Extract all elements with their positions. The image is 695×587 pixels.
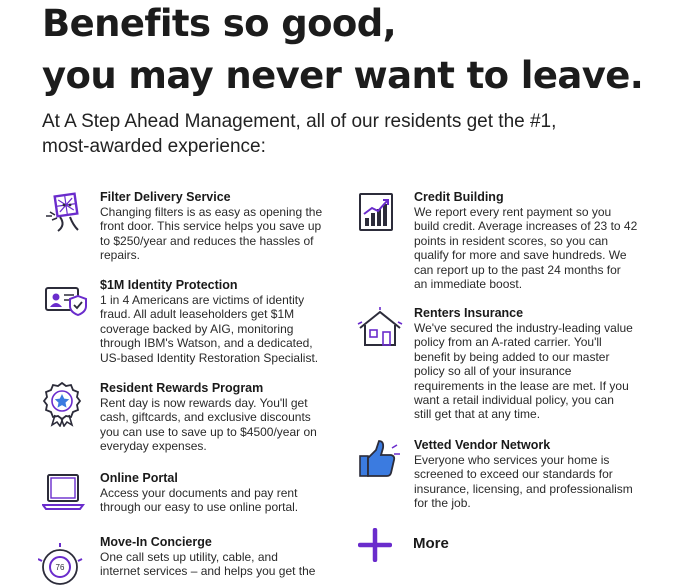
desc-line: can report up to the past 24 months for: [414, 262, 621, 277]
dial-number: 76: [55, 563, 65, 572]
intro-line-2: most-awarded experience:: [42, 136, 266, 157]
desc-line: benefit by being added to our master: [414, 349, 610, 364]
benefit-description: [414, 205, 694, 291]
desc-line: insurance, licensing, and professionalism: [414, 481, 633, 496]
desc-line: still get that at any time.: [414, 407, 541, 422]
desc-line: screened to exceed our standards for: [414, 467, 613, 482]
desc-line: through our easy to use online portal.: [100, 500, 299, 515]
desc-line: US-based Identity Restoration Specialist.: [100, 350, 319, 365]
house-icon: [356, 306, 406, 352]
desc-line: everyday expenses.: [100, 439, 207, 454]
desc-line: We report every rent payment so you: [414, 205, 612, 219]
desc-line: policy from an A-rated carrier. You'll: [414, 335, 602, 350]
desc-line: an immediate boost.: [414, 277, 523, 292]
thumbs-up-icon: [356, 438, 406, 484]
desc-line: We've secured the industry-leading value: [414, 321, 633, 335]
desc-line: Access your documents and pay rent: [100, 486, 298, 500]
desc-line: requirements in the lease are met. If you: [414, 378, 629, 393]
desc-line: you can use to save up to $4500/year on: [100, 424, 317, 439]
laptop-icon: [42, 471, 92, 517]
benefit-description: [414, 321, 694, 422]
desc-line: front door. This service helps you save up: [100, 219, 322, 234]
desc-line: coverage backed by AIG, monitoring: [100, 321, 294, 336]
desc-line: 1 in 4 Americans are victims of identity: [100, 293, 305, 307]
desc-line: fraud. All adult leaseholders get $1M: [100, 307, 295, 322]
benefit-description: [414, 453, 694, 511]
identity-card-icon: [42, 278, 92, 324]
benefit-title: Renters Insurance: [414, 306, 524, 320]
desc-line: want a retail individual policy, you can: [414, 393, 614, 408]
benefit-description: [100, 396, 350, 454]
desc-line: build credit. Average increases of 23 to 42: [414, 219, 638, 234]
benefit-title: Move-In Concierge: [100, 535, 212, 549]
desc-line: policy so all of your insurance: [414, 364, 572, 379]
benefit-title: Resident Rewards Program: [100, 381, 264, 395]
desc-line: qualify for more and save hundreds. We: [414, 248, 627, 263]
desc-line: Rent day is now rewards day. You'll get: [100, 396, 308, 410]
benefit-title: $1M Identity Protection: [100, 278, 238, 292]
desc-line: Everyone who services your home is: [414, 453, 610, 467]
plus-icon[interactable]: [358, 528, 392, 562]
award-badge-icon: [42, 381, 92, 427]
filter-delivery-icon: [42, 190, 92, 236]
benefit-description: [100, 205, 350, 263]
intro-line-1: At A Step Ahead Management, all of our residents get the #1,: [42, 111, 557, 132]
benefit-title: Vetted Vendor Network: [414, 438, 551, 452]
desc-line: One call sets up utility, cable, and: [100, 550, 278, 564]
more-link[interactable]: More: [413, 535, 449, 552]
benefit-description: [100, 550, 350, 579]
headline: [42, 0, 643, 102]
benefit-title: Online Portal: [100, 471, 178, 485]
desc-line: internet services – and helps you get the: [100, 564, 316, 579]
desc-line: Changing filters is as easy as opening the: [100, 205, 323, 219]
desc-line: repairs.: [100, 248, 141, 263]
bar-chart-icon: [356, 190, 406, 236]
headline-line-1: Benefits so good,: [42, 2, 397, 45]
benefit-description: [100, 486, 350, 515]
intro-text: [42, 109, 682, 159]
benefit-description: [100, 293, 350, 365]
desc-line: through IBM's Watson, and a dedicated,: [100, 336, 313, 351]
desc-line: cash, giftcards, and exclusive discounts: [100, 410, 311, 425]
desc-line: points in resident scores, so you can: [414, 233, 609, 248]
desc-line: for the job.: [414, 496, 471, 511]
headline-line-2: you may never want to leave.: [42, 54, 644, 97]
benefit-title: Filter Delivery Service: [100, 190, 231, 204]
concierge-dial-icon: [38, 541, 88, 587]
desc-line: to $250/year and reduces the hassles of: [100, 233, 314, 248]
benefit-title: Credit Building: [414, 190, 504, 204]
